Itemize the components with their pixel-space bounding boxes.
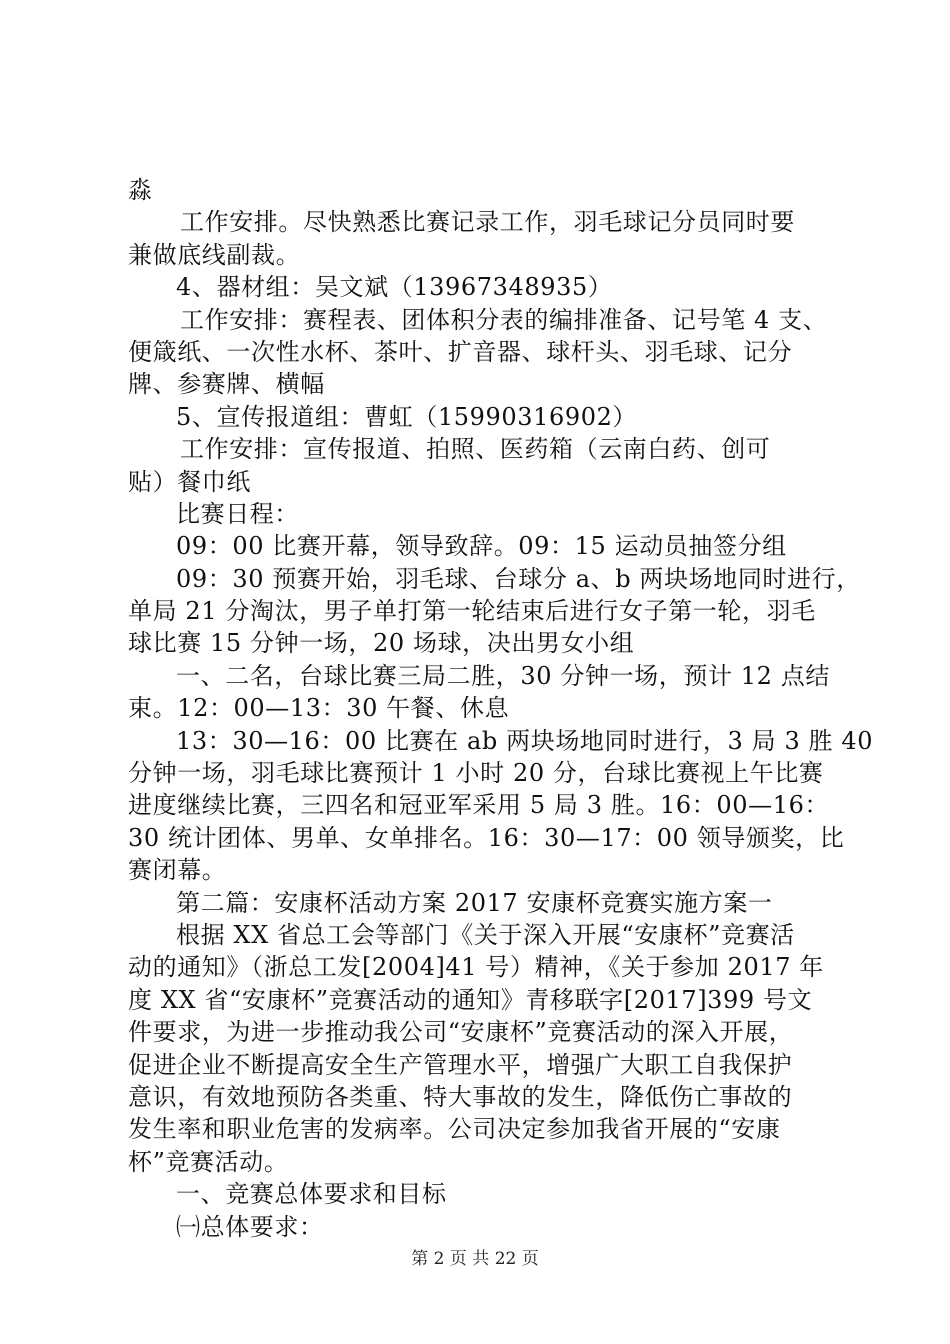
text-line: 便箴纸、一次性水杯、茶叶、扩音器、球杆头、羽毛球、记分: [128, 337, 793, 366]
text-line: 赛闭幕。: [128, 856, 227, 885]
text-line: 根据 XX 省总工会等部门《关于深入开展“安康杯”竞赛活: [176, 920, 795, 949]
text-line: 09：30 预赛开始，羽毛球、台球分 a、b 两块场地同时进行，: [176, 564, 861, 593]
text-line: 件要求，为进一步推动我公司“安康杯”竞赛活动的深入开展，: [128, 1018, 794, 1047]
text-line: 分钟一场，羽毛球比赛预计 1 小时 20 分，台球比赛视上午比赛: [128, 759, 824, 788]
text-line: 贴）餐巾纸: [128, 467, 251, 496]
subsection-heading: ㈠总体要求：: [176, 1212, 324, 1241]
text-line: 意识，有效地预防各类重、特大事故的发生，降低伤亡事故的: [128, 1082, 793, 1111]
text-line: 发生率和职业危害的发病率。公司决定参加我省开展的“安康: [128, 1115, 781, 1144]
text-line: 09：00 比赛开幕，领导致辞。09：15 运动员抽签分组: [176, 532, 787, 561]
text-line: 球比赛 15 分钟一场，20 场球，决出男女小组: [128, 629, 635, 658]
text-line: 束。12：00—13：30 午餐、休息: [128, 694, 510, 723]
text-line: 促进企业不断提高安全生产管理水平，增强广大职工自我保护: [128, 1050, 793, 1079]
text-line: 牌、参赛牌、横幅: [128, 370, 325, 399]
text-line: 度 XX 省“安康杯”竞赛活动的通知》青移联字[2017]399 号文: [128, 985, 813, 1014]
text-line: 一、二名，台球比赛三局二胜，30 分钟一场，预计 12 点结: [176, 661, 830, 690]
text-line: 单局 21 分淘汰，男子单打第一轮结束后进行女子第一轮，羽毛: [128, 597, 816, 626]
text-line: 淼: [128, 176, 153, 204]
section-heading: 一、竞赛总体要求和目标: [176, 1180, 447, 1209]
text-line: 进度继续比赛，三四名和冠亚军采用 5 局 3 胜。16：00—16：: [128, 791, 830, 820]
text-line: 动的通知》（浙总工发[2004]41 号）精神，《关于参加 2017 年: [128, 953, 824, 982]
text-line: 30 统计团体、男单、女单排名。16：30—17：00 领导颁奖，比: [128, 823, 845, 852]
text-line: 兼做底线副裁。: [128, 240, 301, 269]
text-line: 5、宣传报道组：曹虹（15990316902）: [176, 402, 638, 431]
text-line: 杯”竞赛活动。: [128, 1147, 289, 1176]
section-heading: 第二篇：安康杯活动方案 2017 安康杯竞赛实施方案一: [176, 888, 773, 917]
text-line: 工作安排：宣传报道、拍照、医药箱（云南白药、创可: [180, 435, 771, 464]
text-line: 工作安排。尽快熟悉比赛记录工作，羽毛球记分员同时要: [180, 208, 795, 237]
text-line: 比赛日程：: [176, 499, 299, 528]
page-number-footer: 第 2 页 共 22 页: [411, 1249, 539, 1269]
text-line: 4、器材组：吴文斌（13967348935）: [176, 273, 613, 302]
text-line: 工作安排：赛程表、团体积分表的编排准备、记号笔 4 支、: [180, 305, 828, 334]
document-body: [128, 174, 874, 1243]
text-line: 13：30—16：00 比赛在 ab 两块场地同时进行，3 局 3 胜 40: [176, 726, 874, 755]
